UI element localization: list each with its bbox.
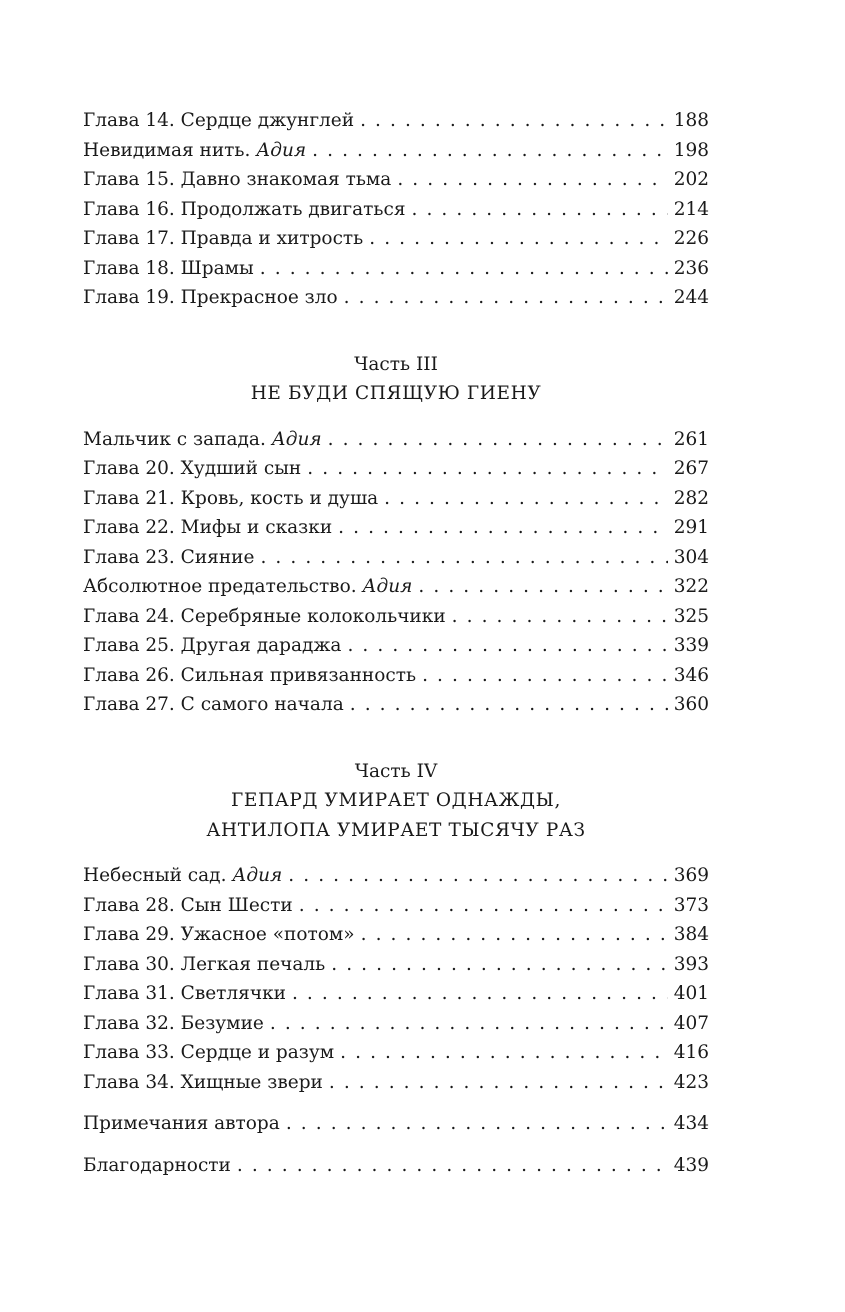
- toc-entry-page: 360: [673, 694, 709, 715]
- dot-leader: [347, 631, 667, 661]
- toc-entry-page: 416: [673, 1042, 709, 1063]
- toc-entry[interactable]: [83, 165, 709, 195]
- toc-entry-page: 226: [673, 228, 709, 249]
- toc-entry-page: 291: [673, 517, 709, 538]
- dot-leader: [360, 106, 668, 136]
- toc-entry-title: Глава 20. Худший сын: [83, 458, 302, 479]
- toc-entry-title: Абсолютное предательство. Адия: [83, 576, 413, 597]
- toc-entry-title: Небесный сад. Адия: [83, 865, 283, 886]
- toc-entry-author: Адия: [232, 865, 283, 886]
- toc-list-top: [83, 106, 709, 313]
- toc-entry-title: Глава 25. Другая дараджа: [83, 635, 342, 656]
- toc-entry-title: Примечания автора: [83, 1113, 280, 1134]
- toc-entry[interactable]: [83, 283, 709, 313]
- dot-leader: [270, 1009, 668, 1039]
- dot-leader: [369, 224, 667, 254]
- toc-entry-page: 401: [673, 983, 709, 1004]
- dot-leader: [299, 891, 668, 921]
- toc-entry-title: Глава 17. Правда и хитрость: [83, 228, 364, 249]
- toc-entry[interactable]: [83, 513, 709, 543]
- dot-leader: [260, 254, 668, 284]
- toc-entry-page: 393: [673, 953, 709, 975]
- toc-entry[interactable]: [83, 690, 709, 720]
- toc-entry-page: 439: [673, 1154, 709, 1176]
- dot-leader: [312, 136, 668, 166]
- part-title: НЕ БУДИ СПЯЩУЮ ГИЕНУ: [250, 383, 542, 404]
- toc-entry-page: 304: [673, 546, 709, 568]
- toc-entry-title: Мальчик с запада. Адия: [83, 428, 322, 450]
- toc-entry-title: Глава 32. Безумие: [83, 1012, 264, 1034]
- toc-entry-title: Глава 30. Легкая печаль: [83, 953, 326, 975]
- toc-entry-page: 261: [673, 428, 709, 450]
- dot-leader: [350, 690, 668, 720]
- dot-leader: [397, 165, 667, 195]
- dot-leader: [422, 661, 668, 691]
- dot-leader: [307, 454, 667, 484]
- toc-entry-title: Глава 14. Сердце джунглей: [83, 110, 355, 131]
- part-label: Часть IV: [354, 760, 438, 782]
- toc-entry-page: 267: [673, 458, 709, 479]
- toc-entry-page: 369: [673, 865, 709, 886]
- toc-entry-title: Глава 27. С самого начала: [83, 694, 344, 715]
- toc-entry-title: Глава 23. Сияние: [83, 546, 255, 568]
- toc-entry-title: Глава 34. Хищные звери: [83, 1071, 323, 1093]
- toc-entry[interactable]: [83, 572, 709, 602]
- toc-entry-page: 202: [673, 169, 709, 190]
- toc-entry[interactable]: [83, 1109, 709, 1139]
- part-label: Часть III: [354, 353, 438, 375]
- toc-entry-title: Глава 31. Светлячки: [83, 983, 286, 1004]
- toc-entry-page: 325: [673, 605, 709, 627]
- toc-entry[interactable]: [83, 454, 709, 484]
- toc-entry-title: Глава 16. Продолжать двигаться: [83, 198, 406, 220]
- toc-entry-title: Глава 18. Шрамы: [83, 257, 254, 279]
- toc-entry-page: 244: [673, 287, 709, 308]
- dot-leader: [361, 920, 668, 950]
- toc-entry[interactable]: [83, 861, 709, 891]
- toc-entry-page: 423: [673, 1071, 709, 1093]
- toc-entry[interactable]: [83, 1009, 709, 1039]
- toc-entry[interactable]: [83, 136, 709, 166]
- toc-entry-author: Адия: [271, 428, 322, 450]
- toc-entry[interactable]: [83, 543, 709, 573]
- toc-entry-title: Глава 29. Ужасное «потом»: [83, 924, 355, 945]
- toc-entry-page: 407: [673, 1012, 709, 1034]
- toc-entry[interactable]: [83, 1151, 709, 1181]
- toc-list-backmatter-2: [83, 1151, 709, 1181]
- dot-leader: [286, 1109, 668, 1139]
- part-title: ГЕПАРД УМИРАЕТ ОДНАЖДЫ,: [231, 790, 561, 811]
- toc-entry[interactable]: [83, 106, 709, 136]
- toc-entry-title: Глава 26. Сильная привязанность: [83, 664, 417, 686]
- dot-leader: [292, 979, 668, 1009]
- toc-entry[interactable]: [83, 602, 709, 632]
- toc-entry[interactable]: [83, 950, 709, 980]
- dot-leader: [328, 425, 668, 455]
- dot-leader: [344, 283, 668, 313]
- dot-leader: [331, 950, 667, 980]
- toc-entry-page: 322: [673, 576, 709, 597]
- toc-entry[interactable]: [83, 425, 709, 455]
- toc-entry[interactable]: [83, 979, 709, 1009]
- toc-entry-page: 188: [673, 110, 709, 131]
- toc-entry-title: Глава 24. Серебряные колокольчики: [83, 605, 446, 627]
- dot-leader: [452, 602, 668, 632]
- toc-entry[interactable]: [83, 254, 709, 284]
- table-of-contents: [83, 106, 709, 1180]
- toc-entry-author: Адия: [362, 576, 413, 597]
- toc-entry-page: 282: [673, 487, 709, 509]
- toc-entry-title: Глава 22. Мифы и сказки: [83, 517, 333, 538]
- dot-leader: [340, 1038, 668, 1068]
- toc-entry[interactable]: [83, 1068, 709, 1098]
- toc-entry-title: Глава 19. Прекрасное зло: [83, 287, 338, 308]
- toc-entry-page: 434: [673, 1113, 709, 1134]
- toc-entry[interactable]: [83, 891, 709, 921]
- toc-list-backmatter: [83, 1109, 709, 1139]
- toc-entry-page: 198: [673, 139, 709, 161]
- toc-entry-author: Адия: [256, 139, 307, 161]
- toc-entry[interactable]: [83, 1038, 709, 1068]
- toc-entry-page: 373: [673, 894, 709, 916]
- part-title-line-2: АНТИЛОПА УМИРАЕТ ТЫСЯЧУ РАЗ: [206, 819, 586, 841]
- dot-leader: [329, 1068, 668, 1098]
- dot-leader: [260, 543, 667, 573]
- dot-leader: [288, 861, 667, 891]
- toc-entry[interactable]: [83, 224, 709, 254]
- toc-entry[interactable]: [83, 661, 709, 691]
- toc-entry-title: Благодарности: [83, 1154, 231, 1176]
- toc-entry-title: Глава 33. Сердце и разум: [83, 1042, 335, 1063]
- toc-entry[interactable]: [83, 920, 709, 950]
- dot-leader: [418, 572, 667, 602]
- toc-entry-page: 384: [673, 924, 709, 945]
- dot-leader: [412, 195, 668, 225]
- toc-list-part4: [83, 861, 709, 1097]
- dot-leader: [384, 484, 668, 514]
- toc-entry[interactable]: [83, 195, 709, 225]
- toc-entry[interactable]: [83, 484, 709, 514]
- toc-entry-page: 214: [673, 198, 709, 220]
- toc-list-part3: [83, 425, 709, 720]
- toc-entry-title: Глава 15. Давно знакомая тьма: [83, 169, 392, 190]
- toc-entry[interactable]: [83, 631, 709, 661]
- dot-leader: [237, 1151, 668, 1181]
- toc-entry-page: 339: [673, 635, 709, 656]
- toc-entry-title: Невидимая нить. Адия: [83, 139, 307, 161]
- toc-entry-page: 236: [673, 257, 709, 279]
- toc-entry-page: 346: [673, 664, 709, 686]
- toc-entry-title: Глава 21. Кровь, кость и душа: [83, 487, 379, 509]
- toc-entry-title: Глава 28. Сын Шести: [83, 894, 293, 916]
- dot-leader: [338, 513, 668, 543]
